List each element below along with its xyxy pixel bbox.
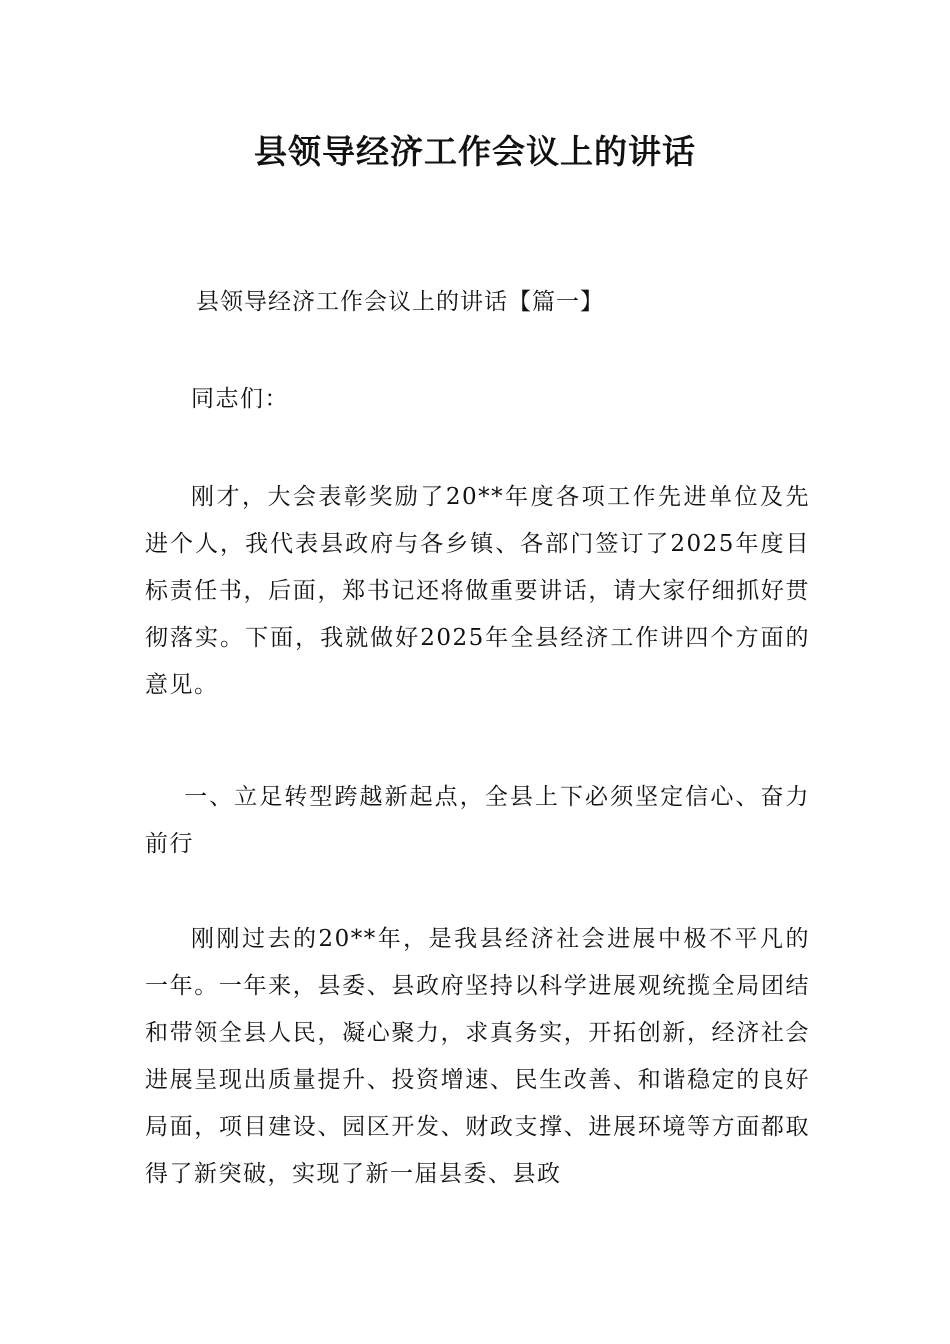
document-subtitle: 县领导经济工作会议上的讲话【篇一】 <box>196 289 604 315</box>
document-title: 县领导经济工作会议上的讲话 <box>254 132 696 171</box>
paragraph-2: 刚刚过去的20**年，是我县经济社会进展中极不平凡的一年。一年来，县委、县政府坚持以科学进展观统揽全局团结和带领全县人民，凝心聚力，求真务实，开拓创新，经济社会进展呈现出质量提升、投资增速、民生改善、和谐稳定的良好局面，项目建设、园区开发、财政支撑、进展环境等方面都取得了新突破，实现了新一届县委、县政 <box>145 926 810 1187</box>
section-heading-1: 一、立足转型跨越新起点，全县上下必须坚定信心、奋力前行 <box>145 784 810 857</box>
paragraph-1: 刚才，大会表彰奖励了20**年度各项工作先进单位及先进个人，我代表县政府与各乡镇、各部门签订了2025年度目标责任书，后面，郑书记还将做重要讲话，请大家仔细抓好贯彻落实。下面，我就做好2025年全县经济工作讲四个方面的意见。 <box>145 484 810 698</box>
greeting-line: 同志们： <box>191 386 289 412</box>
